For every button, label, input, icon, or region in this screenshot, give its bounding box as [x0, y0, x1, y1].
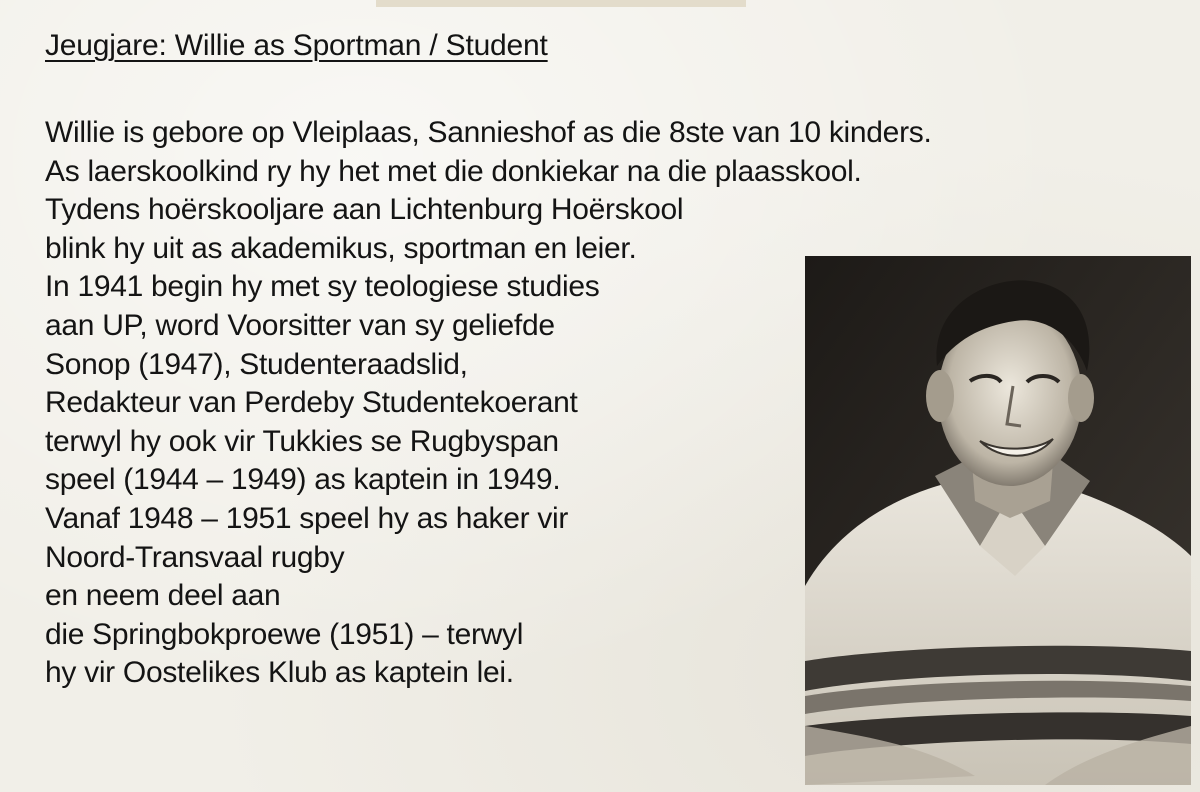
text-line: aan UP, word Voorsitter van sy geliefde — [45, 308, 555, 342]
text-line: Redakteur van Perdeby Studentekoerant — [45, 386, 578, 420]
text-line: In 1941 begin hy met sy teologiese studies — [45, 270, 600, 304]
text-line: Sonop (1947), Studenteraadslid, — [45, 347, 468, 381]
text-line: Vanaf 1948 – 1951 speel hy as haker vir — [45, 501, 569, 535]
text-line: Noord-Transvaal rugby — [45, 540, 345, 574]
text-line: Tydens hoërskooljare aan Lichtenburg Hoërskool — [45, 193, 684, 227]
portrait-photo — [805, 256, 1191, 785]
text-line: speel (1944 – 1949) as kaptein in 1949. — [45, 463, 561, 497]
text-line: hy vir Oostelikes Klub as kaptein lei. — [45, 656, 514, 690]
page-heading: Jeugjare: Willie as Sportman / Student — [45, 29, 548, 62]
text-line: die Springbokproewe (1951) – terwyl — [45, 617, 524, 651]
portrait-illustration — [805, 256, 1191, 785]
text-line: Willie is gebore op Vleiplaas, Sannieshof as die 8ste van 10 kinders. — [45, 116, 932, 149]
text-line: terwyl hy ook vir Tukkies se Rugbyspan — [45, 424, 559, 458]
body-paragraph — [45, 114, 932, 693]
text-line: en neem deel aan — [45, 579, 281, 613]
text-line: blink hy uit as akademikus, sportman en leier. — [45, 231, 637, 265]
text-line: As laerskoolkind ry hy het met die donkiekar na die plaasskool. — [45, 154, 862, 188]
top-tape-strip — [376, 0, 746, 7]
